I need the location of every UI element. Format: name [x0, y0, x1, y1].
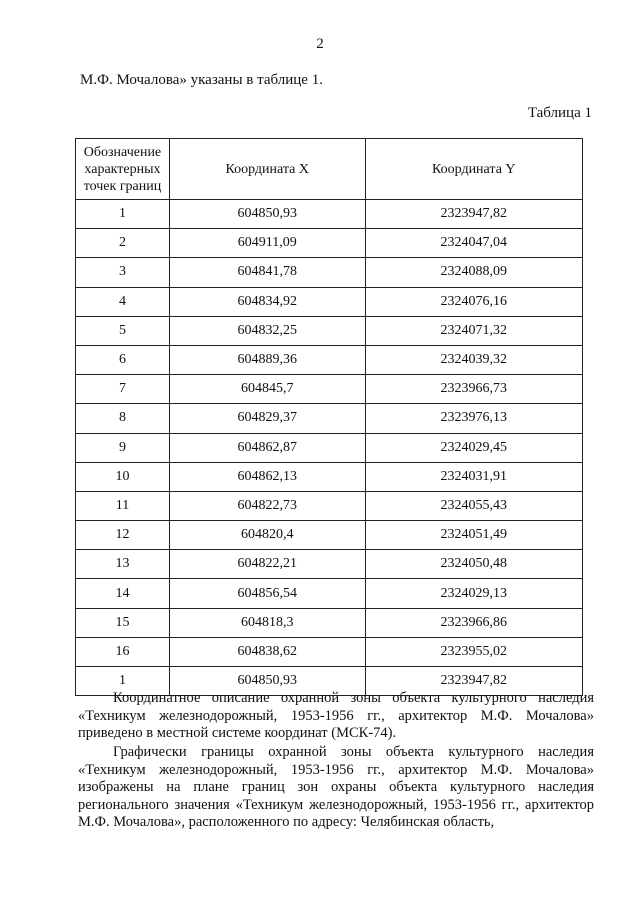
cell-coordinate-y: 2324051,49: [365, 521, 583, 550]
cell-coordinate-y: 2324071,32: [365, 316, 583, 345]
table-row: [76, 637, 583, 666]
cell-coordinate-x: 604834,92: [169, 287, 365, 316]
cell-point-number: 13: [76, 550, 170, 579]
paragraph-graphic-boundaries: [78, 744, 594, 832]
table-row: [76, 433, 583, 462]
cell-coordinate-x: 604822,73: [169, 491, 365, 520]
cell-coordinate-y: 2324088,09: [365, 258, 583, 287]
paragraph-text: Координатное описание охранной зоны объекта культурного наследия «Техникум железнодорожный, 1953-1956 гг., архитектор М.Ф. Мочалова» приведено в местной системе координат (МСК-74).: [78, 690, 594, 741]
cell-coordinate-y: 2324055,43: [365, 491, 583, 520]
page-number: 2: [316, 36, 324, 52]
cell-coordinate-x: 604832,25: [169, 316, 365, 345]
cell-coordinate-y: 2324076,16: [365, 287, 583, 316]
cell-coordinate-y: 2323966,73: [365, 375, 583, 404]
cell-point-number: 3: [76, 258, 170, 287]
cell-coordinate-y: 2324039,32: [365, 345, 583, 374]
cell-point-number: 4: [76, 287, 170, 316]
table-row: [76, 200, 583, 229]
cell-coordinate-y: 2323976,13: [365, 404, 583, 433]
cell-point-number: 10: [76, 462, 170, 491]
cell-point-number: 16: [76, 637, 170, 666]
paragraph-text: Графически границы охранной зоны объекта культурного наследия «Техникум железнодорожный, 1953-1956 гг., архитектор М.Ф. Мочалова» изображены на плане границ зон охраны объекта культурного наследия регионального значения «Техникум железнодорожный, 1953-1956 гг., архитектор М.Ф. Мочалова», расположенного по адресу: Челябинская область,: [78, 744, 594, 830]
cell-point-number: 1: [76, 200, 170, 229]
cell-coordinate-y: 2323947,82: [365, 667, 583, 696]
cell-coordinate-x: 604862,13: [169, 462, 365, 491]
cell-point-number: 12: [76, 521, 170, 550]
cell-coordinate-x: 604856,54: [169, 579, 365, 608]
cell-coordinate-x: 604850,93: [169, 667, 365, 696]
cell-point-number: 7: [76, 375, 170, 404]
table-row: [76, 287, 583, 316]
table-row: [76, 316, 583, 345]
cell-point-number: 8: [76, 404, 170, 433]
cell-coordinate-x: 604820,4: [169, 521, 365, 550]
cell-coordinate-x: 604889,36: [169, 345, 365, 374]
intro-text: М.Ф. Мочалова» указаны в таблице 1.: [80, 72, 323, 88]
cell-coordinate-x: 604829,37: [169, 404, 365, 433]
table-row: [76, 608, 583, 637]
paragraph-coordinate-description: [78, 690, 594, 743]
table-row: [76, 521, 583, 550]
cell-coordinate-y: 2324029,45: [365, 433, 583, 462]
table-header-row: [76, 139, 583, 200]
table-row: [76, 462, 583, 491]
cell-coordinate-x: 604841,78: [169, 258, 365, 287]
cell-point-number: 5: [76, 316, 170, 345]
header-coordinate-x: Координата X: [169, 139, 365, 200]
table-row: [76, 375, 583, 404]
cell-point-number: 11: [76, 491, 170, 520]
cell-point-number: 1: [76, 667, 170, 696]
cell-coordinate-x: 604838,62: [169, 637, 365, 666]
table-body: [76, 200, 583, 696]
cell-point-number: 14: [76, 579, 170, 608]
cell-coordinate-x: 604911,09: [169, 229, 365, 258]
cell-coordinate-x: 604862,87: [169, 433, 365, 462]
cell-point-number: 15: [76, 608, 170, 637]
header-point-designation: Обозначение характерных точек границ: [76, 139, 170, 200]
cell-coordinate-y: 2324047,04: [365, 229, 583, 258]
cell-coordinate-y: 2323955,02: [365, 637, 583, 666]
table-row: [76, 229, 583, 258]
cell-point-number: 9: [76, 433, 170, 462]
header-coordinate-y: Координата Y: [365, 139, 583, 200]
cell-coordinate-x: 604818,3: [169, 608, 365, 637]
cell-point-number: 2: [76, 229, 170, 258]
coordinates-table: [75, 138, 583, 696]
cell-coordinate-y: 2324050,48: [365, 550, 583, 579]
table-row: [76, 258, 583, 287]
cell-coordinate-x: 604845,7: [169, 375, 365, 404]
table-row: [76, 491, 583, 520]
table-row: [76, 550, 583, 579]
table-row: [76, 404, 583, 433]
cell-coordinate-y: 2323966,86: [365, 608, 583, 637]
cell-coordinate-y: 2324029,13: [365, 579, 583, 608]
cell-coordinate-x: 604822,21: [169, 550, 365, 579]
cell-coordinate-y: 2324031,91: [365, 462, 583, 491]
table-row: [76, 345, 583, 374]
table-row: [76, 579, 583, 608]
cell-coordinate-x: 604850,93: [169, 200, 365, 229]
cell-point-number: 6: [76, 345, 170, 374]
table-caption: Таблица 1: [527, 105, 592, 121]
cell-coordinate-y: 2323947,82: [365, 200, 583, 229]
